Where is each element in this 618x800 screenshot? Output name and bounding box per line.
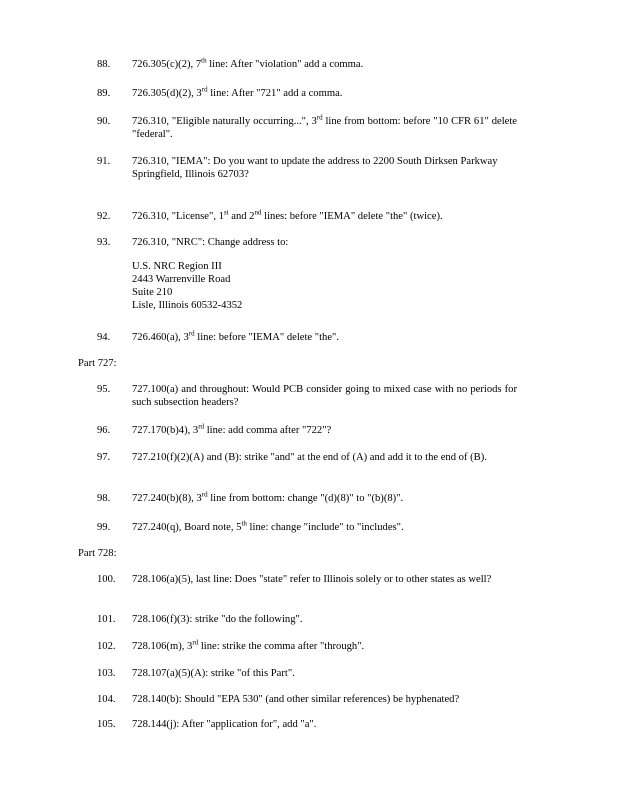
item-number: 100.: [97, 574, 116, 585]
item-text: 726.460(a), 3rd line: before "IEMA" delete "the".: [132, 329, 339, 343]
item-number: 93.: [97, 237, 111, 248]
item-number: 102.: [97, 641, 116, 652]
item-number: 91.: [97, 156, 111, 167]
item-number: 94.: [97, 332, 111, 343]
part-heading: Part 727:: [78, 358, 117, 369]
item-text: 726.310, "Eligible naturally occurring...", 3rd line from bottom: before "10 CFR 61" delete "federal".: [132, 113, 517, 140]
item-text: 727.100(a) and throughout: Would PCB consider going to mixed case with no periods for such subsection headers?: [132, 384, 517, 408]
item-text: 728.144(j): After "application for", add "a".: [132, 719, 317, 730]
item-text: 726.310, "NRC": Change address to: U.S. NRC Region III 2443 Warrenville Road Suite 210 Lisle, Illinois 60532-4352: [132, 236, 517, 312]
item-text: 727.240(q), Board note, 5th line: change "include" to "includes".: [132, 519, 404, 533]
item-number: 95.: [97, 384, 111, 395]
item-number: 105.: [97, 719, 116, 730]
item-text: 726.305(d)(2), 3rd line: After "721" add a comma.: [132, 85, 343, 99]
item-text: 728.106(a)(5), last line: Does "state" refer to Illinois solely or to other states as well?: [132, 574, 492, 585]
item-number: 104.: [97, 694, 116, 705]
item-text: 728.106(f)(3): strike "do the following".: [132, 614, 303, 625]
item-number: 103.: [97, 668, 116, 679]
item-number: 99.: [97, 522, 111, 533]
item-number: 90.: [97, 116, 111, 127]
item-number: 97.: [97, 452, 111, 463]
item-number: 96.: [97, 425, 111, 436]
item-number: 98.: [97, 493, 111, 504]
part-heading: Part 728:: [78, 548, 117, 559]
item-text: 726.310, "IEMA": Do you want to update the address to 2200 South Dirksen Parkway Springfield, Illinois 62703?: [132, 156, 498, 180]
item-text: 728.107(a)(5)(A): strike "of this Part".: [132, 668, 295, 679]
item-text: 728.140(b): Should "EPA 530" (and other similar references) be hyphenated?: [132, 694, 460, 705]
item-number: 92.: [97, 211, 111, 222]
address-block: U.S. NRC Region III 2443 Warrenville Road Suite 210 Lisle, Illinois 60532-4352: [132, 261, 243, 311]
item-text: 727.210(f)(2)(A) and (B): strike "and" at the end of (A) and add it to the end of (B).: [132, 452, 487, 463]
item-text: 727.170(b)4), 3rd line: add comma after "722"?: [132, 422, 332, 436]
item-text: 728.106(m), 3rd line: strike the comma after "through".: [132, 638, 365, 652]
item-number: 88.: [97, 59, 111, 70]
item-number: 101.: [97, 614, 116, 625]
item-number: 89.: [97, 88, 111, 99]
item-text: 726.310, "License", 1st and 2nd lines: before "IEMA" delete "the" (twice).: [132, 208, 443, 222]
item-text: 727.240(b)(8), 3rd line from bottom: change "(d)(8)" to "(b)(8)".: [132, 490, 404, 504]
item-text: 726.305(c)(2), 7th line: After "violation" add a comma.: [132, 56, 364, 70]
